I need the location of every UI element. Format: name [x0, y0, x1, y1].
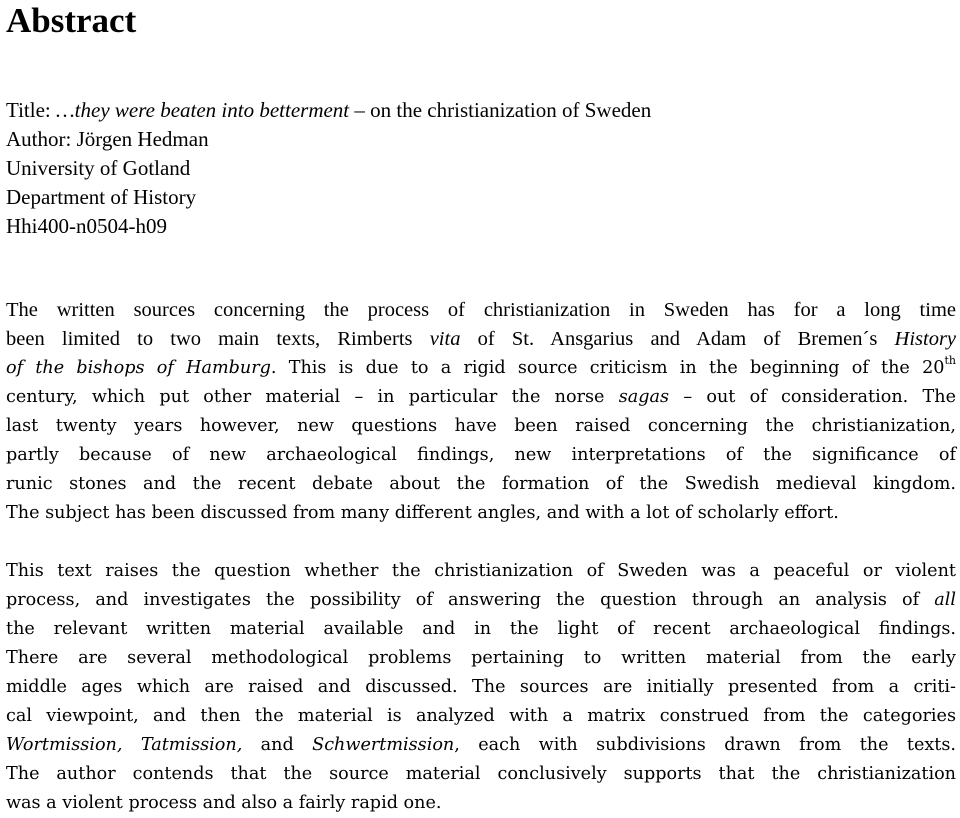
italic-term: of the bishops of Hamburg	[6, 358, 271, 378]
text-segment: process, and investigates the possibility of answering the question through an analysis of	[6, 590, 935, 610]
paragraph-line	[6, 586, 956, 615]
paragraph-line: The written sources concerning the process of christianization in Sweden has for a long time	[6, 299, 956, 321]
paragraph-line	[6, 383, 956, 412]
paragraph-line	[6, 731, 956, 760]
italic-term: sagas	[618, 387, 670, 407]
paragraph-line	[6, 354, 956, 383]
title-italic: …they were beaten into betterment	[56, 98, 350, 122]
paragraph-line: cal viewpoint, and then the material is analyzed with a matrix construed from the categories	[6, 706, 956, 726]
text-segment: , each with subdivisions drawn from the texts.	[454, 735, 956, 755]
text-segment: of St. Ansgarius and Adam of Bremen´s	[460, 328, 895, 350]
abstract-paragraph-2	[6, 557, 956, 818]
thesis-title-line	[6, 96, 651, 125]
author-line: Author: Jörgen Hedman	[6, 127, 209, 151]
text-segment: and	[242, 735, 313, 755]
title-rest: – on the christianization of Sweden	[349, 98, 652, 122]
paragraph-line: The author contends that the source material conclusively supports that the christianization	[6, 764, 956, 784]
abstract-paragraph-1	[6, 296, 956, 528]
thesis-metadata	[6, 96, 651, 241]
text-segment: . This is due to a rigid source criticism in the beginning of the 20	[270, 358, 945, 378]
italic-term: Schwertmission	[312, 735, 455, 755]
paragraph-line: the relevant written material available and in the light of recent archaeological findings.	[6, 619, 956, 639]
department-line: Department of History	[6, 185, 197, 209]
italic-term: Wortmission, Tatmission,	[6, 735, 243, 755]
text-segment: – out of consideration. The	[669, 387, 956, 407]
paragraph-line	[6, 325, 956, 354]
text-segment: been limited to two main texts, Rimberts	[6, 328, 430, 350]
paragraph-line: was a violent process and also a fairly rapid one.	[6, 793, 442, 813]
paragraph-line: middle ages which are raised and discussed. The sources are initially presented from a criti-	[6, 677, 956, 697]
title-label: Title:	[6, 98, 56, 122]
university-line: University of Gotland	[6, 156, 191, 180]
italic-term: all	[934, 590, 956, 610]
paragraph-line: This text raises the question whether the christianization of Sweden was a peaceful or violent	[6, 561, 956, 581]
paragraph-line: The subject has been discussed from many different angles, and with a lot of scholarly effort.	[6, 503, 839, 523]
superscript: th	[944, 354, 956, 368]
paragraph-line: There are several methodological problems pertaining to written material from the early	[6, 648, 956, 668]
italic-term: History	[894, 328, 957, 350]
paragraph-line: runic stones and the recent debate about the formation of the Swedish medieval kingdom.	[6, 474, 956, 494]
abstract-heading: Abstract	[6, 1, 137, 40]
italic-term: vita	[429, 328, 461, 350]
text-segment: century, which put other material – in particular the norse	[6, 387, 619, 407]
paragraph-line: last twenty years however, new questions have been raised concerning the christianization,	[6, 416, 956, 436]
paragraph-line: partly because of new archaeological findings, new interpretations of the significance of	[6, 445, 956, 465]
course-code-line: Hhi400-n0504-h09	[6, 214, 167, 238]
